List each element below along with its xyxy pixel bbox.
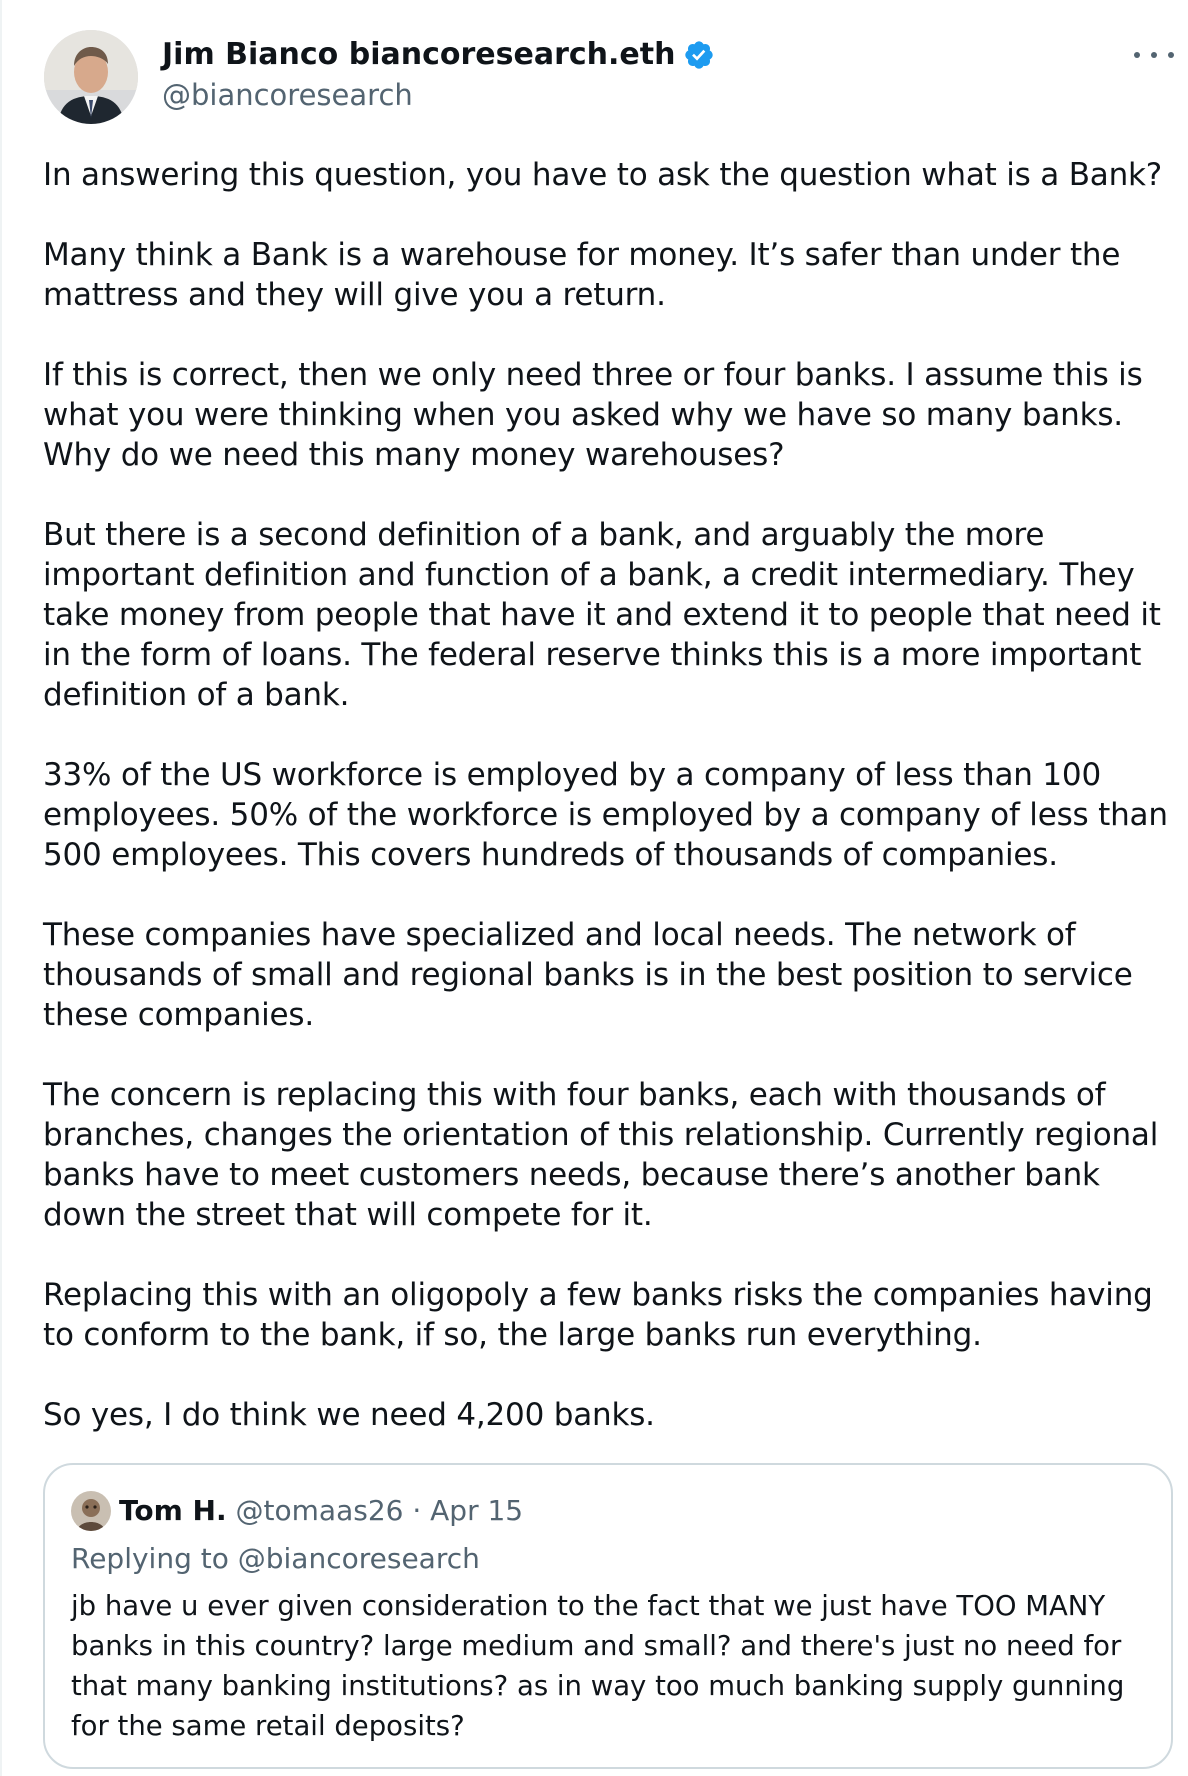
- quoted-text: jb have u ever given consideration to the fact that we just have TOO MANY banks in this country? large medium and small? and there's just no need for that many banking institutions? as in way too much banking supply gunning for the same retail deposits?: [71, 1590, 1125, 1742]
- quoted-header: [119, 1491, 523, 1531]
- author-avatar[interactable]: [44, 30, 138, 124]
- quoted-author-avatar[interactable]: [71, 1491, 111, 1531]
- tweet-paragraph: Replacing this with an oligopoly a few banks risks the companies having to conform to the bank, if so, the large banks run everything.: [43, 1277, 1153, 1353]
- author-avatar-photo: [44, 30, 138, 124]
- author-name[interactable]: [162, 36, 715, 74]
- author-name-text: Jim Bianco biancoresearch.eth: [162, 37, 676, 72]
- quoted-tweet[interactable]: [43, 1463, 1173, 1769]
- tweet-paragraph: If this is correct, then we only need three or four banks. I assume this is what you were thinking when you asked why we have so many banks. Why do we need this many money warehouses?: [43, 357, 1143, 473]
- more-dot: [1168, 52, 1174, 58]
- quoted-author-meta[interactable]: @tomaas26 · Apr 15: [235, 1494, 524, 1527]
- quoted-replying-to: Replying to @biancoresearch: [71, 1542, 480, 1575]
- tweet-text: [43, 155, 1178, 1435]
- more-dot: [1134, 52, 1140, 58]
- quoted-avatar-photo: [71, 1491, 111, 1531]
- tweet-paragraph: But there is a second definition of a bank, and arguably the more important definition and function of a bank, a credit intermediary. They take money from people that have it and extend it to people that need it in the form of loans. The federal reserve thinks this is a more important definition of a bank.: [43, 517, 1161, 713]
- tweet-paragraph: 33% of the US workforce is employed by a company of less than 100 employees. 50% of the workforce is employed by a company of less than 500 employees. This covers hundreds of thousands of companies.: [43, 757, 1168, 873]
- tweet-paragraph: So yes, I do think we need 4,200 banks.: [43, 1397, 655, 1433]
- verified-badge-icon: [683, 39, 715, 71]
- author-handle[interactable]: @biancoresearch: [162, 78, 413, 112]
- more-icon[interactable]: [1134, 40, 1174, 70]
- tweet-paragraph: In answering this question, you have to ask the question what is a Bank?: [43, 157, 1163, 193]
- tweet-paragraph: These companies have specialized and local needs. The network of thousands of small and regional banks is in the best position to service these companies.: [43, 917, 1133, 1033]
- tweet-paragraph: Many think a Bank is a warehouse for money. It’s safer than under the mattress and they will give you a return.: [43, 237, 1121, 313]
- quoted-author-name[interactable]: Tom H.: [119, 1494, 227, 1527]
- more-dot: [1151, 52, 1157, 58]
- tweet-paragraph: The concern is replacing this with four banks, each with thousands of branches, changes the orientation of this relationship. Currently regional banks have to meet customers needs, because there’s another bank down the street that will compete for it.: [43, 1077, 1159, 1233]
